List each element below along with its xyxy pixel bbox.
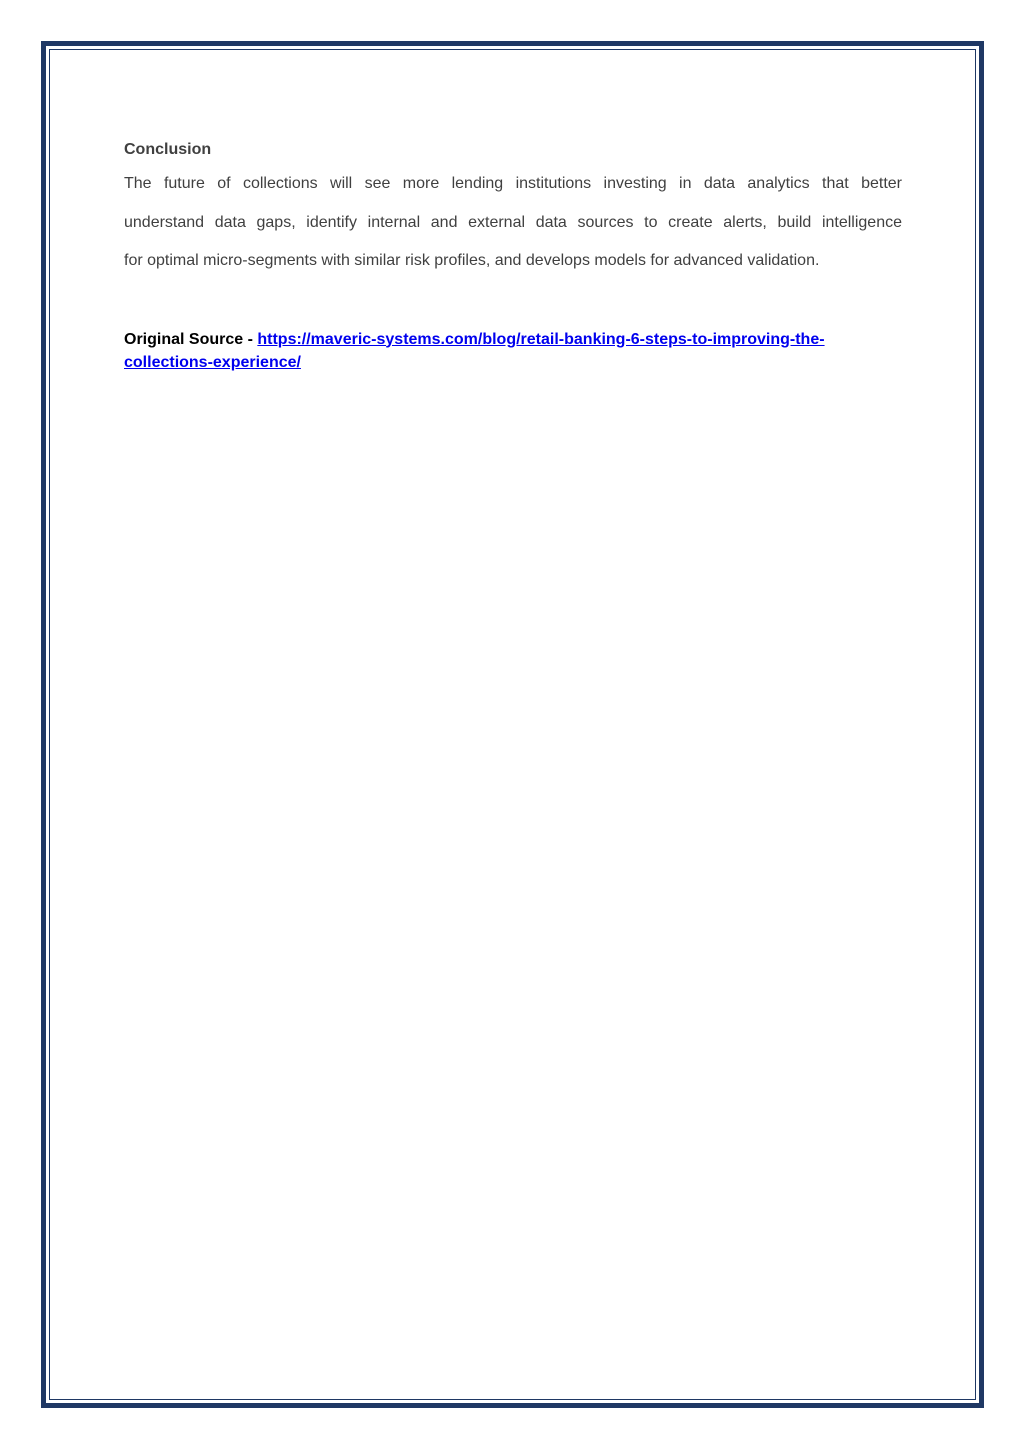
- paragraph-line: for optimal micro-segments with similar risk profiles, and develops models for advanced validation.: [124, 252, 820, 269]
- section-heading: Conclusion: [124, 141, 212, 158]
- paragraph-line: The future of collections will see more lending institutions investing in data analytics that better: [124, 175, 902, 192]
- source-link-line2: collections-experience/: [124, 353, 301, 371]
- source-link-line1: https://maveric-systems.com/blog/retail-banking-6-steps-to-improving-the-: [257, 330, 825, 348]
- source-label: Original Source -: [124, 330, 258, 348]
- document-content: [124, 139, 902, 374]
- paragraph-line: understand data gaps, identify internal and external data sources to create alerts, build intelligence: [124, 213, 902, 231]
- conclusion-paragraph: [124, 165, 902, 281]
- source-citation: [124, 328, 902, 374]
